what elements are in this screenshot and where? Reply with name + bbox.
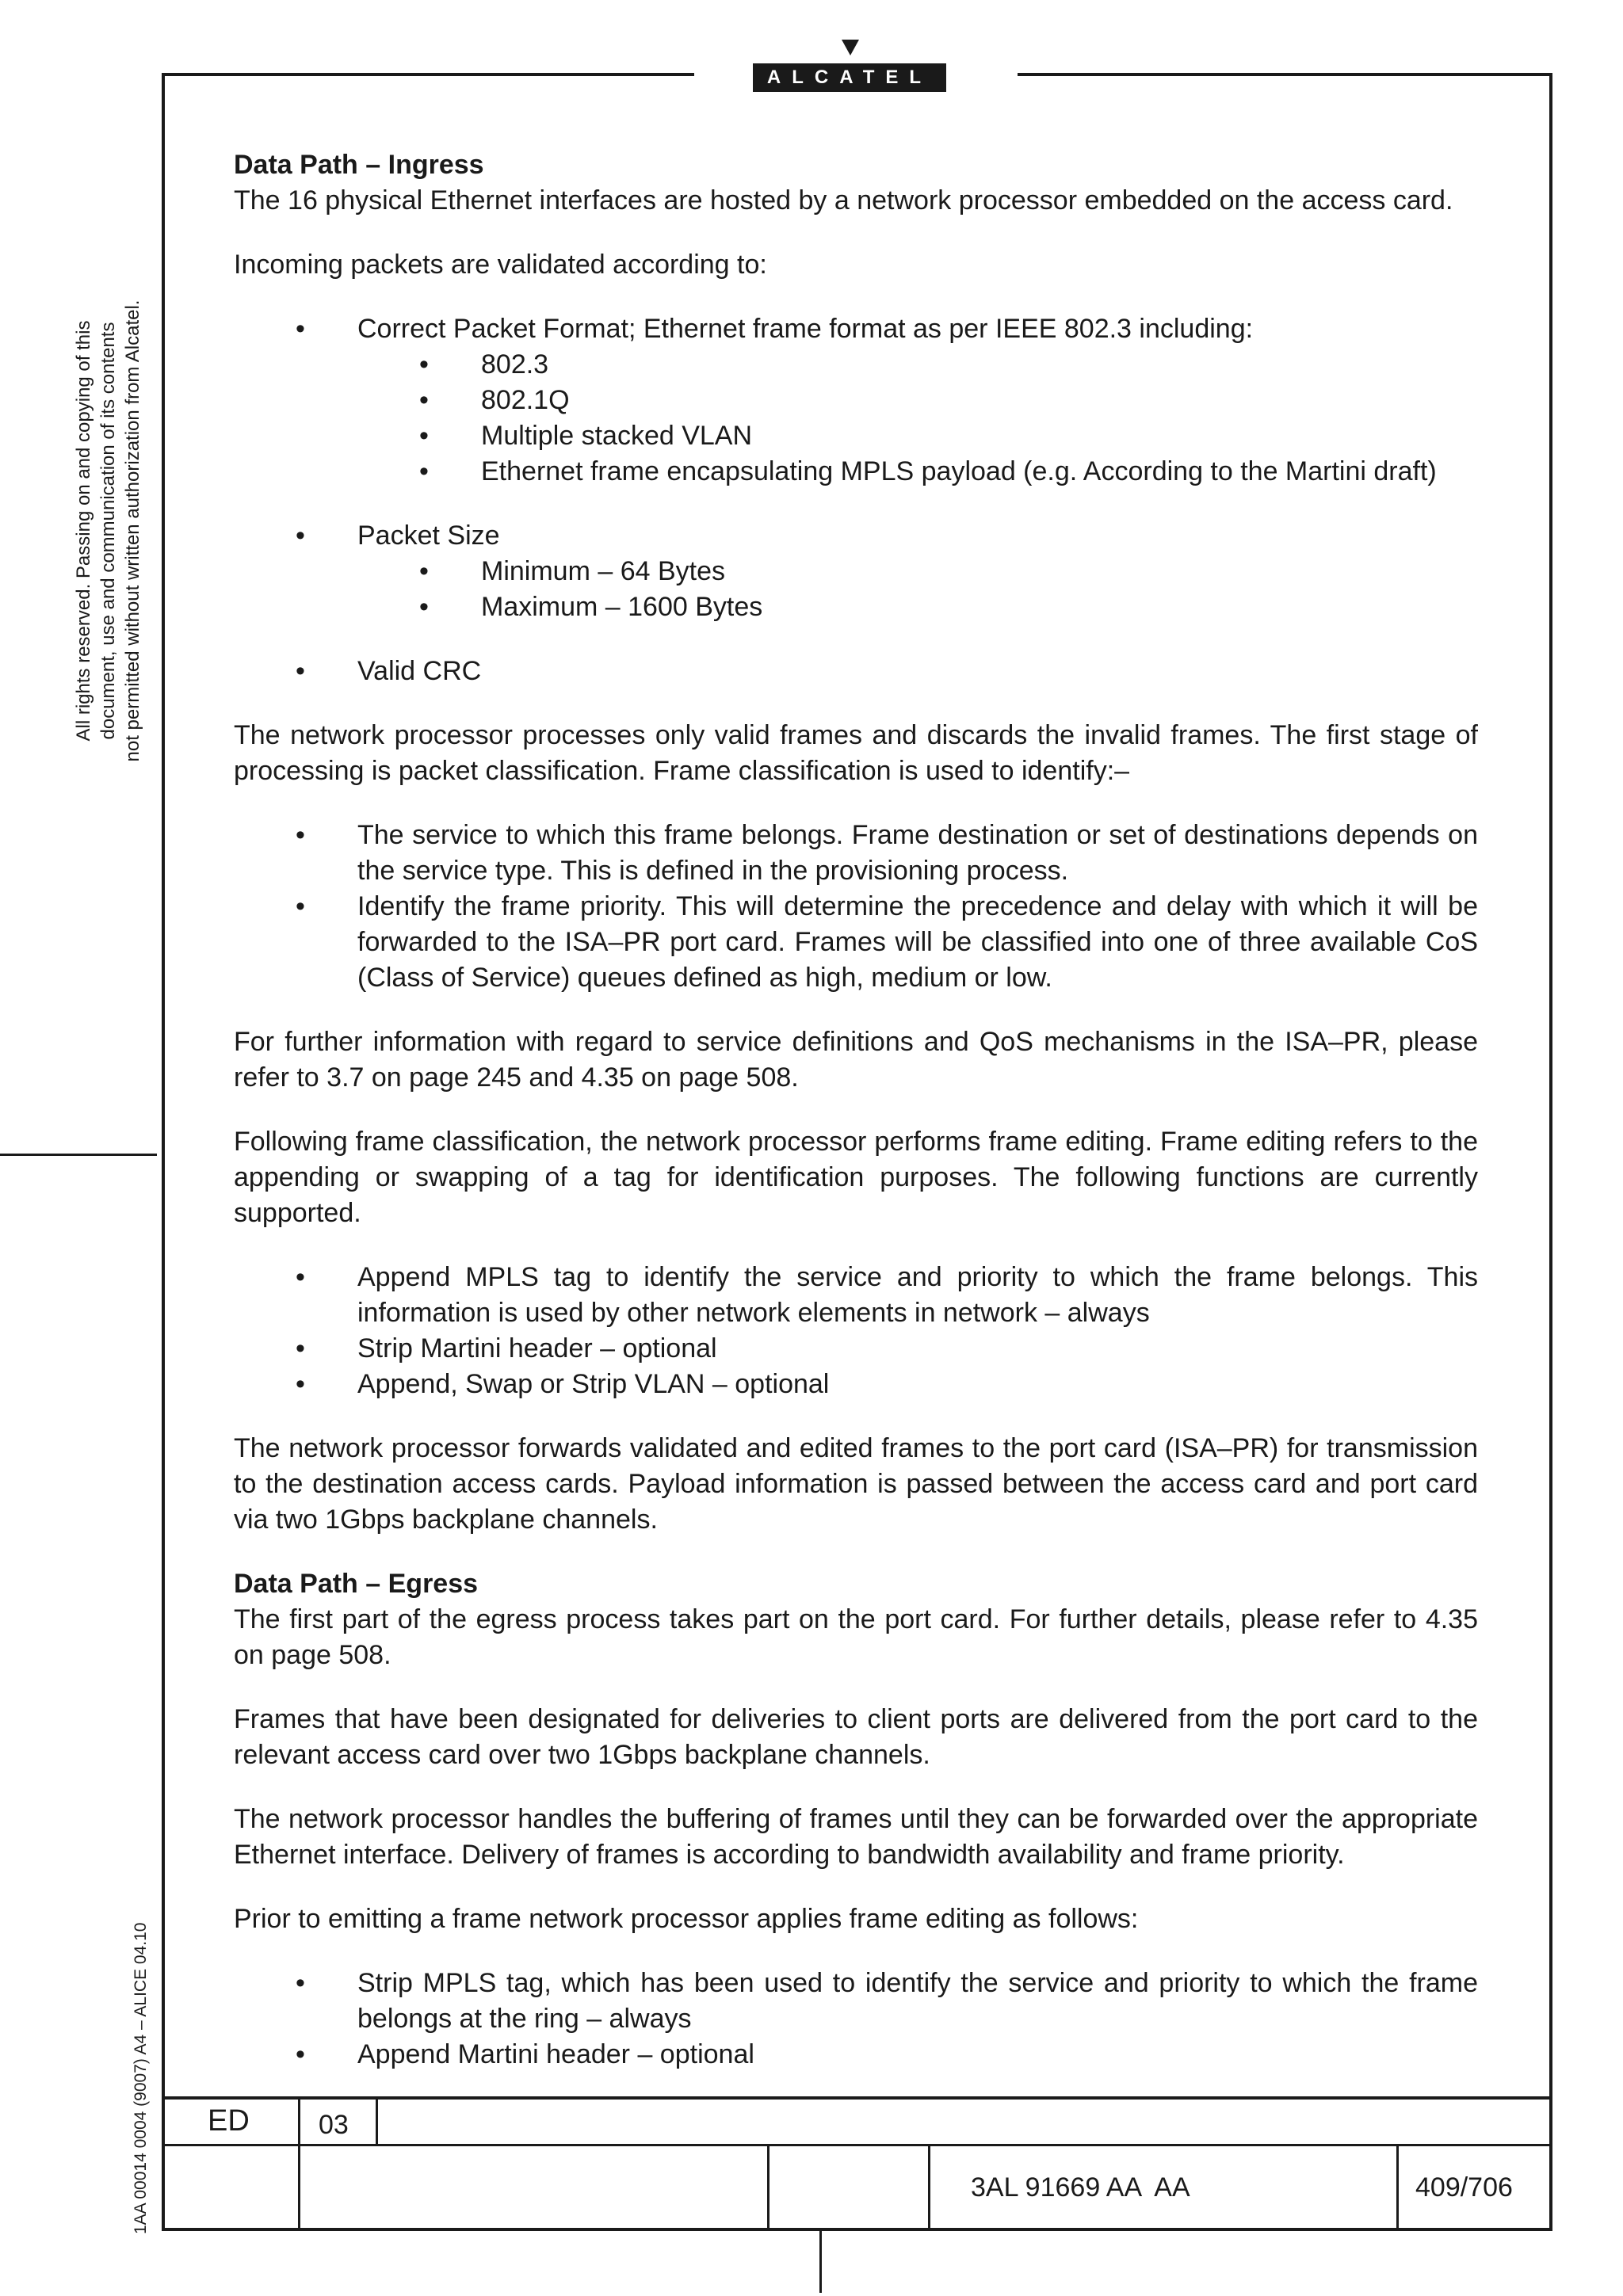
copyright-note xyxy=(71,254,145,808)
logo-text: ALCATEL xyxy=(753,63,946,92)
buffer-para: The network processor handles the buffering of frames until they can be forwarded over the appropriate Ethernet interface. Delivery of frames is according to bandwidth availability and frame priority. xyxy=(234,1804,1478,1870)
list-item: • Append MPLS tag to identify the service and priority to which the frame belongs. This information is used by other network elements in network – always xyxy=(234,1260,1478,1331)
frame-top-right xyxy=(1018,73,1552,76)
list-item xyxy=(234,311,1478,490)
ingress-heading: Data Path – Ingress xyxy=(234,150,484,180)
classification-para: The network processor processes only valid frames and discards the invalid frames. The first stage of processing is packet classification. Frame classification is used to identify:– xyxy=(234,720,1478,786)
list-item: • Strip MPLS tag, which has been used to identify the service and priority to which the frame belongs at the ring – always xyxy=(234,1966,1478,2037)
footer-ed-value: 03 xyxy=(319,2110,349,2140)
sub-list-item: • 802.1Q xyxy=(357,383,1478,418)
footer-page-number: 409/706 xyxy=(1415,2172,1513,2203)
sub-list-item: • Maximum – 1600 Bytes xyxy=(357,589,1478,625)
logo-triangle-icon xyxy=(842,40,859,55)
list-item-text: Valid CRC xyxy=(357,656,482,686)
sub-list-item: • 802.3 xyxy=(357,347,1478,383)
list-item xyxy=(234,518,1478,625)
editing-para: Following frame classification, the network processor performs frame editing. Frame editing refers to the appending or swapping of a tag for identification purposes. The following functions are currently supported. xyxy=(234,1127,1478,1228)
validated-intro: Incoming packets are validated according to: xyxy=(234,250,767,280)
further-info-para: For further information with regard to service definitions and QoS mechanisms in the ISA–PR, please refer to 3.7 on page 245 and 4.35 on page 508. xyxy=(234,1027,1478,1093)
footer-ed-label: ED xyxy=(208,2104,250,2138)
copyright-line: not permitted without written authorization from Alcatel. xyxy=(122,299,143,762)
frame-top-left xyxy=(162,73,694,76)
sub-list-item: • Ethernet frame encapsulating MPLS payload (e.g. According to the Martini draft) xyxy=(357,454,1478,490)
sub-list xyxy=(357,347,1478,490)
list-item: • Append Martini header – optional xyxy=(234,2037,1478,2073)
list-item: • Strip Martini header – optional xyxy=(234,1331,1478,1367)
validation-list xyxy=(234,311,1478,689)
copyright-line: All rights reserved. Passing on and copying of this xyxy=(73,320,94,742)
frame-left xyxy=(162,73,165,2231)
list-item: • Append, Swap or Strip VLAN – optional xyxy=(234,1367,1478,1402)
footer-col1 xyxy=(298,2096,300,2231)
sub-list xyxy=(357,554,1478,625)
document-body xyxy=(234,147,1478,2101)
form-code: 1AA 00014 0004 (9007) A4 – ALICE 04.10 xyxy=(132,1922,150,2234)
forward-para: The network processor forwards validated and edited frames to the port card (ISA–PR) for transmission to the destination access cards. Payload information is passed between the access card and port card via two 1Gbps backplane channels. xyxy=(234,1433,1478,1535)
footer-mid-line xyxy=(162,2144,1552,2146)
prior-para: Prior to emitting a frame network processor applies frame editing as follows: xyxy=(234,1904,1139,1934)
footer-col5 xyxy=(1396,2144,1399,2231)
sub-list-item: • Multiple stacked VLAN xyxy=(357,418,1478,454)
list-item: • Identify the frame priority. This will determine the precedence and delay with which it will be forwarded to the ISA–PR port card. Frames will be classified into one of three available CoS (Class of Service) queues defined as high, medium or low. xyxy=(234,889,1478,996)
frames-para: Frames that have been designated for deliveries to client ports are delivered from the port card to the relevant access card over two 1Gbps backplane channels. xyxy=(234,1704,1478,1770)
frame-bottom xyxy=(162,2228,1552,2231)
list-item: • The service to which this frame belongs. Frame destination or set of destinations depends on the service type. This is defined in the provisioning process. xyxy=(234,818,1478,889)
ingress-intro: The 16 physical Ethernet interfaces are hosted by a network processor embedded on the access card. xyxy=(234,185,1453,215)
fold-mark xyxy=(0,1154,157,1156)
list-item xyxy=(234,654,1478,689)
list-item-text: Packet Size xyxy=(357,521,500,551)
egress-list xyxy=(234,1966,1478,2073)
egress-heading: Data Path – Egress xyxy=(234,1569,479,1599)
footer-col3 xyxy=(767,2144,769,2231)
sub-list-item: • Minimum – 64 Bytes xyxy=(357,554,1478,589)
footer-doc-number: 3AL 91669 AA AA xyxy=(971,2172,1190,2203)
editing-list xyxy=(234,1260,1478,1402)
bottom-tick xyxy=(819,2231,822,2293)
egress-intro: The first part of the egress process takes part on the port card. For further details, please refer to 4.35 on page 508. xyxy=(234,1604,1478,1670)
copyright-line: document, use and communication of its contents xyxy=(97,322,119,740)
footer-col4 xyxy=(928,2144,930,2231)
list-item-text: Correct Packet Format; Ethernet frame format as per IEEE 802.3 including: xyxy=(357,314,1254,344)
footer-col2 xyxy=(376,2096,378,2145)
frame-right xyxy=(1549,73,1552,2231)
classification-list xyxy=(234,818,1478,996)
